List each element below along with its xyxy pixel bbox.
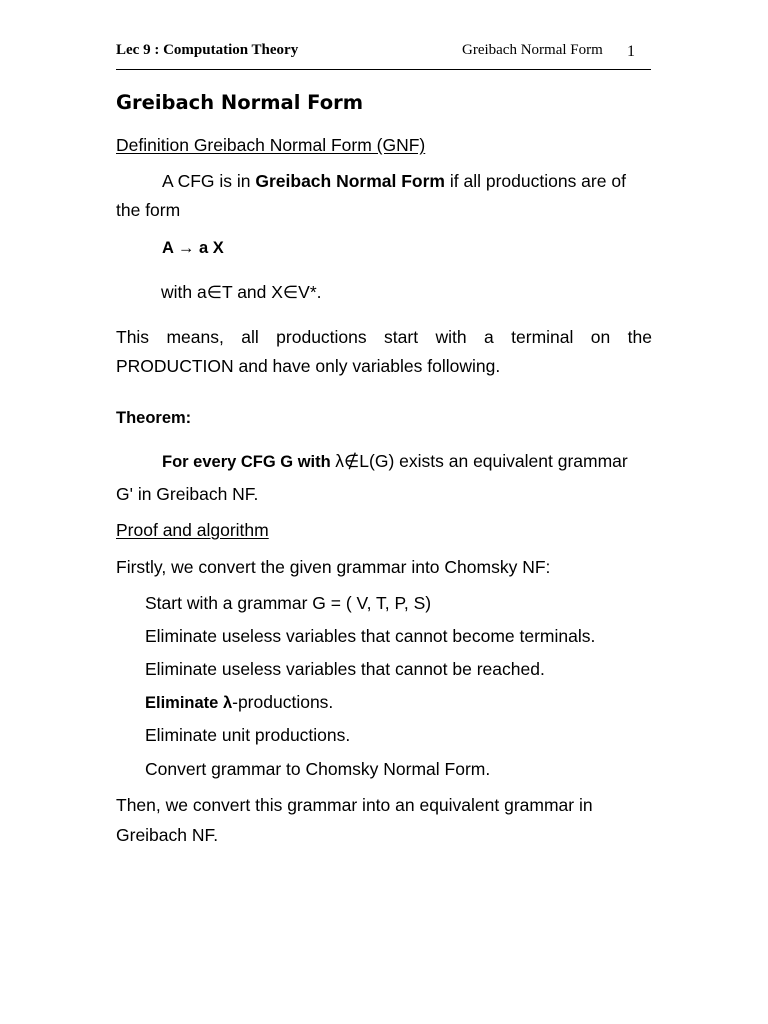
theorem-line-2: G' in Greibach NF.: [116, 484, 259, 504]
proof-step-6: Convert grammar to Chomsky Normal Form.: [145, 759, 491, 779]
proof-step-4-rest: -productions.: [232, 692, 334, 712]
header-rule: [116, 69, 651, 70]
meaning-line-2: PRODUCTION and have only variables following.: [116, 356, 501, 376]
proof-step-1: Start with a grammar G = ( V, T, P, S): [145, 593, 432, 613]
proof-heading: Proof and algorithm: [116, 520, 269, 540]
definition-line-1-bold: Greibach Normal Form: [255, 171, 445, 191]
header-course: Lec 9 : Computation Theory: [116, 42, 299, 58]
production-rule: A → a X: [162, 239, 224, 257]
definition-line-1-start: A CFG is in: [162, 171, 256, 191]
proof-step-3: Eliminate useless variables that cannot be reached.: [145, 659, 545, 679]
production-condition: with a∈T and X∈V*.: [161, 282, 322, 302]
theorem-heading: Theorem:: [116, 409, 192, 427]
theorem-line-1: [162, 450, 628, 473]
proof-intro: Firstly, we convert the given grammar into Chomsky NF:: [116, 557, 551, 577]
definition-line-2: the form: [116, 200, 181, 220]
header-topic: Greibach Normal Form: [462, 42, 603, 58]
header-page-number: 1: [627, 43, 635, 60]
proof-step-2: Eliminate useless variables that cannot become terminals.: [145, 626, 596, 646]
proof-step-5: Eliminate unit productions.: [145, 725, 351, 745]
proof-step-4-prefix: Eliminate λ: [145, 694, 233, 712]
page-title: Greibach Normal Form: [116, 91, 364, 114]
definition-line-1: [162, 170, 626, 192]
conclusion-line-1: Then, we convert this grammar into an equivalent grammar in: [116, 795, 593, 815]
meaning-line-1: This means, all productions start with a terminal on the: [116, 327, 652, 347]
conclusion-line-2: Greibach NF.: [116, 825, 219, 845]
proof-step-4: [145, 691, 333, 714]
theorem-line-1-rest: λ∉L(G) exists an equivalent grammar: [335, 451, 628, 471]
page-header: [116, 42, 651, 64]
theorem-line-1-bold: For every CFG G with: [162, 453, 336, 471]
definition-heading: Definition Greibach Normal Form (GNF): [116, 135, 426, 155]
definition-line-1-end: if all productions are of: [445, 171, 626, 191]
